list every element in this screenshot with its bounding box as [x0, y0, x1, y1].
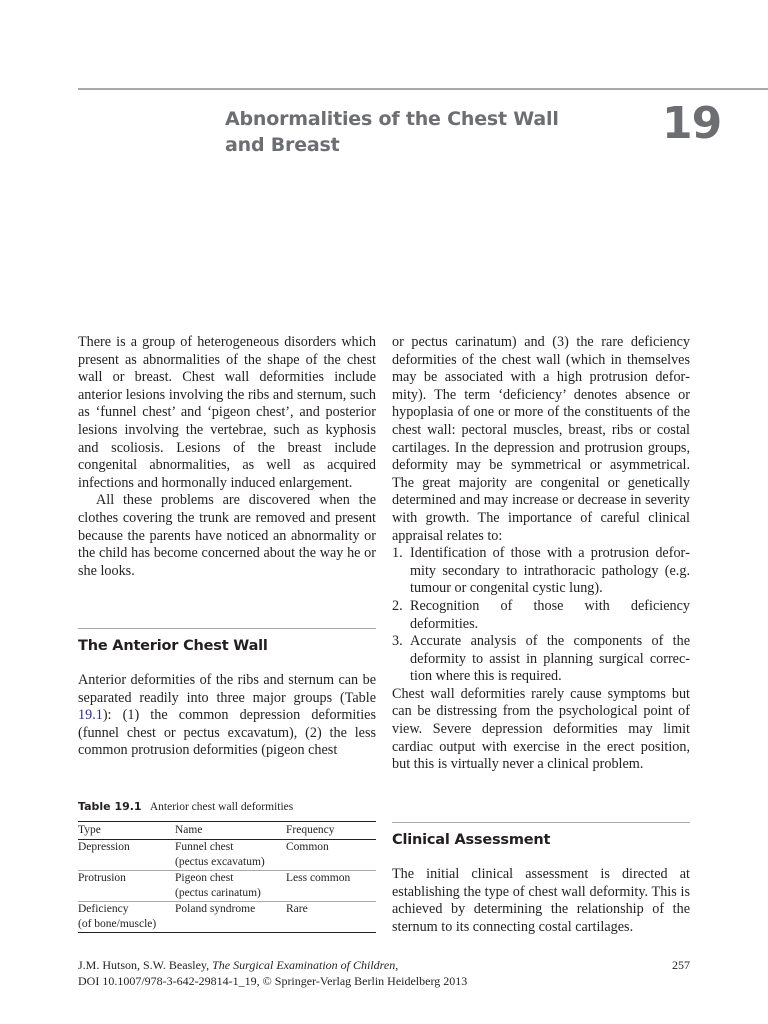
cell-name: [175, 902, 286, 933]
cell-frequency: Common: [286, 841, 329, 853]
cell-type: [78, 902, 175, 933]
chapter-number: 19: [662, 98, 722, 149]
table-header-row: [78, 822, 376, 840]
chapter-title-line-2: and Breast: [225, 134, 340, 156]
section-heading: The Anterior Chest Wall: [78, 638, 268, 654]
cell-type: [78, 840, 175, 871]
header-type: Type: [78, 824, 101, 836]
page-number: 257: [672, 958, 690, 972]
cell-type-line: Deficiency: [78, 903, 129, 915]
header-frequency: Frequency: [286, 824, 335, 836]
list-text: Identification of those with a protrusion deformity secondary to intrathoracic pathology (e.g. tumour or congenital cystic lung).: [410, 545, 690, 597]
header-name: Name: [175, 824, 203, 836]
section-heading: Clinical Assessment: [392, 832, 551, 848]
list-number: 2.: [392, 597, 403, 614]
footer-book-title: The Surgical Examination of Children: [212, 958, 396, 972]
deformities-table: [78, 821, 376, 933]
intro-paragraph-2: All these problems are discovered when the clothes covering the trunk are removed and present because the parents have noticed an abnormality or the child has become concerned about the way he or she looks.: [78, 492, 376, 579]
list-item: [392, 633, 690, 686]
list-text: Recognition of those with deficiency deformities.: [410, 597, 690, 632]
footer: [78, 957, 690, 989]
table-row: [78, 902, 376, 933]
anterior-text-after: ): (1) the common depression deformities (funnel chest or pectus excavatum), (2) the less common protrusion deformities (pigeon chest: [78, 707, 376, 759]
cell-type-line: Depression: [78, 841, 130, 853]
cell-name-line: (pectus excavatum): [175, 856, 265, 868]
footer-authors: J.M. Hutson, S.W. Beasley,: [78, 958, 213, 972]
list-text: Accurate analysis of the components of the deformity to assist in planning surgical correction where this is required.: [410, 633, 690, 685]
cell-name-line: (pectus carinatum): [175, 887, 261, 899]
clinical-paragraph: The initial clinical assessment is directed at establishing the type of chest wall deformity. This is achieved by determining the relationship of the sternum to its connecting costal cartilages.: [392, 866, 690, 935]
list-item: [392, 598, 690, 633]
anterior-paragraph: [78, 672, 376, 760]
section-rule: [392, 822, 690, 823]
anterior-text-before: Anterior deformities of the ribs and sternum can be separated readily into three major groups (Table: [78, 672, 376, 706]
header-rule: [78, 88, 768, 90]
intro-paragraph-1: There is a group of heterogeneous disorders which present as abnormalities of the shape of the chest wall or breast. Chest wall deformities include anterior lesions involving the ribs and sternum, such as ‘funnel chest’ and ‘pigeon chest’, and posterior lesions involving the vertebrae, such as kyphosis and scoliosis. Lesions of the breast include congenital abnormalities, as well as acquired infections and hormonally induced enlargement.: [78, 334, 376, 491]
cell-name: [175, 840, 286, 871]
cell-name-line: Pigeon chest: [175, 872, 234, 884]
cell-type-line: (of bone/muscle): [78, 918, 157, 930]
table-reference-link[interactable]: 19.1: [78, 707, 103, 724]
right-paragraph-1: or pectus carinatum) and (3) the rare deficiency deformities of the chest wall (which in themselves may be associated with a high protrusion deformity). The term ‘deficiency’ denotes absence or hypoplasia of one or more of the constituents of the chest wall: pectoral muscles, breast, ribs or costal cartilages. In the depression and protrusion groups, deformity may be symmetrical or asymmetrical. The great majority are congenital or genetically determined and may increase or decrease in severity with growth. The importance of careful clinical appraisal relates to:: [392, 334, 690, 544]
cell-type-line: Protrusion: [78, 872, 126, 884]
table-caption: [78, 800, 293, 813]
footer-citation: [78, 957, 690, 973]
cell-frequency: Less common: [286, 872, 351, 884]
table-row: [78, 840, 376, 871]
section-clinical-assessment: [392, 822, 690, 848]
list-number: 3.: [392, 633, 403, 650]
list-number: 1.: [392, 545, 403, 562]
section-rule: [78, 628, 376, 629]
table-label: Table 19.1: [78, 800, 142, 813]
appraisal-list: [392, 545, 690, 686]
cell-name: [175, 871, 286, 902]
table-row: [78, 871, 376, 902]
right-column: [392, 334, 690, 774]
footer-doi: DOI 10.1007/978-3-642-29814-1_19, © Springer-Verlag Berlin Heidelberg 2013: [78, 974, 468, 988]
footer-comma: ,: [395, 958, 399, 972]
cell-name-line: Poland syndrome: [175, 903, 256, 915]
right-paragraph-2: Chest wall deformities rarely cause symptoms but can be distressing from the psychological point of view. Severe depression deformities may limit cardiac output with exercise in the erect position, but this is virtually never a clinical problem.: [392, 685, 690, 773]
section-anterior-chest-wall: [78, 628, 376, 654]
table-caption-text: Anterior chest wall deformities: [149, 801, 294, 813]
list-item: [392, 545, 690, 598]
cell-frequency: Rare: [286, 903, 308, 915]
chapter-title-line-1: Abnormalities of the Chest Wall: [225, 108, 559, 130]
cell-name-line: Funnel chest: [175, 841, 234, 853]
chapter-title: [225, 106, 625, 158]
left-column: [78, 334, 376, 580]
cell-type: [78, 871, 175, 902]
